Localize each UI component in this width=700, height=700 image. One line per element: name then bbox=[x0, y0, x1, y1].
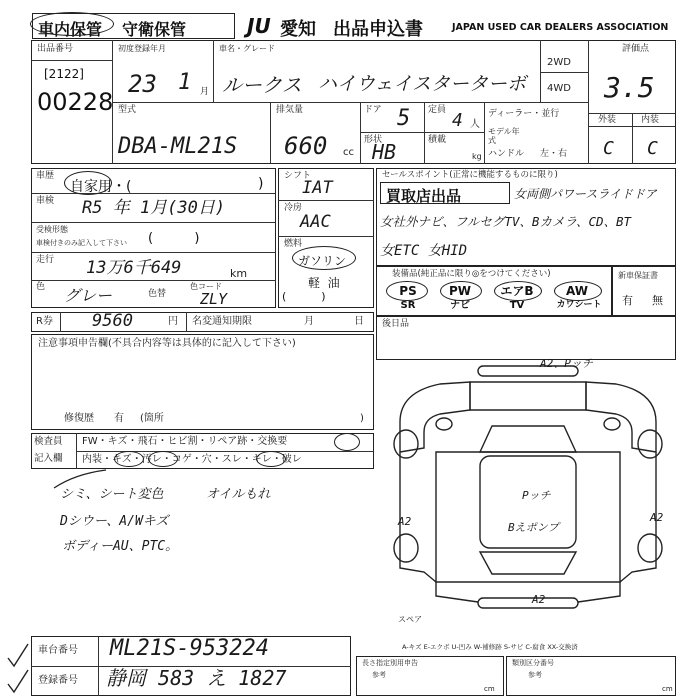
history-label: 車歴 bbox=[36, 171, 55, 181]
first-reg-month-unit: 月 bbox=[200, 87, 210, 97]
class-label: 類別区分番号 bbox=[512, 659, 554, 667]
history-close: ) bbox=[258, 176, 264, 192]
capacity-unit: 人 bbox=[470, 119, 480, 130]
color-code-value: ZLY bbox=[200, 290, 228, 308]
displacement-label: 排気量 bbox=[276, 105, 304, 115]
interior-value: C bbox=[647, 138, 658, 159]
equip-aw: AW bbox=[566, 284, 588, 298]
equip-ps: PS bbox=[399, 284, 417, 298]
check-marks bbox=[6, 640, 32, 696]
first-reg-year: 23 bbox=[128, 70, 157, 98]
capacity-value: 4 bbox=[452, 110, 463, 131]
drive-4wd: 4WD bbox=[547, 83, 571, 94]
repair-location-label: (箇所 bbox=[140, 413, 164, 424]
damage-legend: A-キズ E-エクボ U-凹み W-補修跡 S-サビ C-腐食 XX-交換済 bbox=[402, 643, 578, 651]
exterior-value: C bbox=[603, 138, 614, 159]
doors-label: ドア bbox=[364, 105, 382, 115]
cc-unit: cc bbox=[343, 147, 354, 158]
rating-value: 3.5 bbox=[604, 71, 655, 104]
equip-airbag: エアB bbox=[500, 284, 534, 298]
handwritten-note-1: シミ、シート変色 bbox=[60, 487, 164, 502]
car-name: ルークス bbox=[222, 73, 302, 97]
storage-label: 車内保管 bbox=[38, 20, 103, 39]
r-ticket-label: R券 bbox=[36, 316, 53, 327]
class-cm-unit: cm bbox=[662, 685, 673, 693]
aw-circle bbox=[554, 281, 602, 301]
diagram-mark-rear: Bえポンプ bbox=[508, 521, 559, 534]
reg-label: 登録番号 bbox=[38, 675, 78, 686]
model-label: 型式 bbox=[118, 105, 137, 115]
cooler-value: AAC bbox=[300, 212, 331, 232]
repair-location-close: ) bbox=[360, 413, 364, 424]
mileage-value: 13万6千649 bbox=[86, 258, 182, 278]
listing-number: 00228 bbox=[37, 88, 114, 116]
warranty-no: 無 bbox=[652, 294, 663, 307]
repair-label: 修復歴 bbox=[64, 413, 94, 424]
notes-label: 注意事項申告欄(不具合内容等は具体的に記入して下さい) bbox=[38, 338, 296, 349]
chassis-label: 車台番号 bbox=[38, 645, 78, 656]
capacity-label: 定員 bbox=[428, 105, 447, 115]
listing-number-label: 出品番号 bbox=[37, 44, 74, 54]
inspector-label: 検査員 bbox=[34, 436, 63, 447]
sure-circle bbox=[256, 451, 286, 467]
handwritten-note-3: Dシウー、A/Wキズ bbox=[60, 514, 169, 529]
first-reg-month: 1 bbox=[178, 70, 192, 95]
doors-value: 5 bbox=[397, 106, 411, 131]
dealer-label: ディーラー・並行 bbox=[488, 109, 560, 119]
expiry-month: 月 bbox=[304, 316, 314, 327]
listing-sub-number: [2122] bbox=[44, 67, 84, 81]
handle-label: ハンドル bbox=[488, 149, 525, 159]
sales-point-line2: 女社外ナビ、フルセグTV、Bカメラ、CD、BT bbox=[380, 214, 632, 229]
sales-point-label: セールスポイント(正常に機能するものに限り) bbox=[382, 170, 558, 180]
pw-circle bbox=[440, 281, 482, 301]
model-year-label: モデル年式 bbox=[488, 127, 520, 145]
yen-unit: 円 bbox=[168, 316, 178, 327]
handwritten-note-4: ボディーAU、PTC。 bbox=[62, 539, 179, 554]
spare-label: スペア bbox=[398, 615, 422, 624]
size-ref-label: 参考 bbox=[372, 671, 386, 679]
diagram-mark-bottom: A2 bbox=[532, 593, 546, 606]
kizu-circle bbox=[114, 451, 144, 467]
storage-circle-mark bbox=[30, 12, 114, 36]
warranty-yes: 有 bbox=[622, 294, 633, 307]
r-ticket-value: 9560 bbox=[92, 311, 133, 331]
shaken-label: 車検 bbox=[36, 196, 55, 206]
size-cm-unit: cm bbox=[484, 685, 495, 693]
rating-label: 評価点 bbox=[622, 44, 650, 54]
shift-label: シフト bbox=[284, 171, 312, 181]
expiry-label: 名変通知期限 bbox=[192, 316, 252, 327]
chassis-value: ML21S-953224 bbox=[110, 636, 269, 661]
first-reg-label: 初度登録年月 bbox=[118, 44, 166, 53]
body-value: HB bbox=[372, 140, 397, 164]
body-label: 形状 bbox=[364, 135, 383, 145]
receive-paren: ( ) bbox=[148, 231, 200, 246]
fuel-paren: ( ) bbox=[282, 290, 326, 303]
handwritten-note-2: オイルもれ bbox=[206, 487, 271, 502]
receive-label: 受検形態 bbox=[36, 225, 68, 234]
load-label: 積載 bbox=[428, 135, 447, 145]
equip-navi: ナビ bbox=[450, 300, 470, 311]
diagram-mark-right: A2 bbox=[650, 511, 664, 524]
ju-logo bbox=[247, 14, 271, 38]
handle-options: 左・右 bbox=[540, 149, 568, 159]
shaken-value: R5 年 1月(30日) bbox=[82, 198, 226, 218]
fuel-label: 燃料 bbox=[284, 239, 303, 249]
yogore-circle bbox=[148, 451, 178, 467]
repair-value: 有 bbox=[114, 413, 124, 424]
assoc-name: JAPAN USED CAR DEALERS ASSOCIATION bbox=[452, 22, 669, 33]
model-value: DBA-ML21S bbox=[118, 134, 238, 159]
later-items-label: 後日品 bbox=[382, 319, 410, 329]
color-label: 色 bbox=[36, 282, 46, 292]
sales-point-line1: 女両側パワースライドドア bbox=[514, 187, 657, 201]
exterior-label: 外装 bbox=[598, 115, 617, 125]
airbag-circle bbox=[494, 281, 542, 301]
reg-value: 静岡 583 え 1827 bbox=[106, 666, 287, 690]
inspection-row1: FW・キズ・飛石・ヒビ割・リペア跡・交換要 bbox=[82, 436, 288, 447]
equipment-label: 装備品(純正品に限り◎をつけてください) bbox=[392, 269, 551, 279]
history-value: 自家用・( bbox=[70, 179, 132, 195]
equip-seat: カワシート bbox=[556, 300, 602, 310]
entry-label: 記入欄 bbox=[34, 453, 63, 464]
cooler-label: 冷房 bbox=[284, 203, 303, 213]
displacement-value: 660 bbox=[284, 132, 328, 160]
drive-2wd: 2WD bbox=[547, 57, 571, 68]
ju-logo-text: JU bbox=[247, 14, 271, 38]
shop-label: 買取店出品 bbox=[386, 187, 462, 205]
diagram-mark-top: A2、Pッチ bbox=[540, 357, 593, 370]
km-unit: km bbox=[230, 267, 248, 280]
equip-sr: SR bbox=[400, 300, 416, 311]
diagram-mark-roof: Pッチ bbox=[522, 489, 551, 502]
name-grade-label: 車名・グレード bbox=[219, 44, 275, 53]
class-ref-label: 参考 bbox=[528, 671, 542, 679]
note-arrow-mark bbox=[50, 468, 110, 492]
fuel-value: ガソリン bbox=[298, 254, 347, 268]
equip-pw: PW bbox=[448, 284, 472, 298]
history-circle-mark bbox=[64, 171, 112, 195]
car-grade: ハイウェイスターターボ bbox=[318, 73, 527, 95]
fuel-alt: 軽 油 bbox=[308, 276, 340, 290]
interior-label: 内装 bbox=[641, 115, 660, 125]
load-unit: kg bbox=[472, 152, 482, 161]
sales-point-line3: 女ETC 女HID bbox=[380, 243, 468, 259]
diagram-mark-left: A2 bbox=[398, 515, 412, 528]
fuel-circle-mark bbox=[292, 246, 356, 270]
color-code-label: 色コード bbox=[190, 282, 222, 291]
warranty-label: 新車保証書 bbox=[618, 271, 658, 280]
inspection-row2: 内装・キズ・汚レ・コゲ・穴・スレ・キレ・破レ bbox=[82, 454, 302, 465]
koukan-circle bbox=[334, 433, 360, 451]
expiry-day: 日 bbox=[354, 316, 364, 327]
equip-tv: TV bbox=[509, 300, 525, 311]
org-name: 愛知 bbox=[280, 19, 316, 40]
shift-value: IAT bbox=[302, 178, 333, 198]
color-value: グレー bbox=[64, 286, 113, 305]
size-spec-label: 長さ指定別用申告 bbox=[362, 659, 418, 667]
form-title: 出品申込書 bbox=[333, 19, 423, 40]
mileage-label: 走行 bbox=[36, 255, 55, 265]
receive-note: 車検付きのみ記入して下さい bbox=[36, 239, 127, 247]
guard-label: 守衛保管 bbox=[122, 20, 187, 39]
ps-circle bbox=[386, 281, 428, 301]
color-change-label: 色替 bbox=[148, 289, 167, 299]
